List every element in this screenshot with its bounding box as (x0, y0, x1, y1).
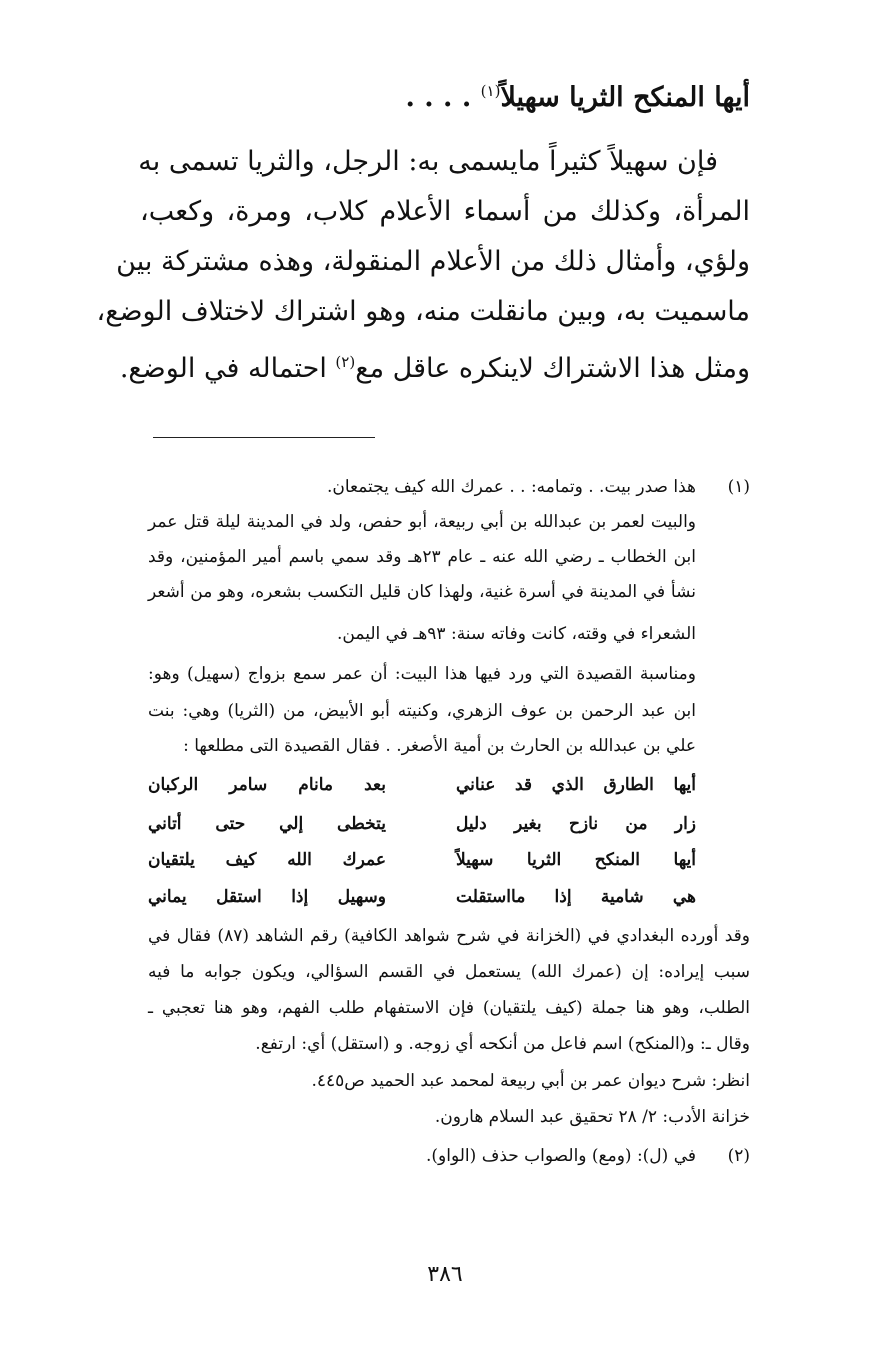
footnote-line: علي بن عبدالله بن الحارث بن أمية الأصغر. . فقال القصيدة التى مطلعها : (183, 736, 696, 756)
body-line-4: ماسميت به، وبين مانقلت منه، وهو اشتراك لاختلاف الوضع، (96, 296, 750, 327)
body-line-3: ولؤي، وأمثال ذلك من الأعلام المنقولة، وهذه مشتركة بين (116, 246, 750, 277)
body-line-5-text: ومثل هذا الاشتراك لاينكره عاقل مع (355, 353, 750, 384)
poem-hemistich: يتخطى إلي حتى أتاني (148, 814, 386, 834)
heading-text: أيها المنكح الثريا سهيلاً (500, 82, 750, 113)
body-note-marker: (٢) (335, 353, 356, 371)
footnote-line: هذا صدر بيت. . وتمامه: . . عمرك الله كيف يجتمعان. (326, 477, 696, 497)
poem-hemistich: هي شامية إذا مااستقلت (456, 887, 696, 907)
poem-hemistich: أيها الطارق الذي قد عناني (456, 775, 696, 795)
footnote-line: والبيت لعمر بن عبدالله بن أبي ربيعة، أبو حفص، ولد في المدينة ليلة قتل عمر (148, 512, 696, 532)
footnote-line: وقال ـ: و(المنكح) اسم فاعل من أنكحه أي زوجه. و (استقل) أي: ارتفع. (255, 1034, 750, 1054)
footnote-line: سبب إيراده: إن (عمرك الله) يستعمل في القسم السؤالي، ويكون جوابه ما فيه (148, 962, 750, 982)
poem-hemistich: أيها المنكح الثريا سهيلاً (456, 850, 696, 870)
body-line-5 (119, 344, 750, 384)
body-line-1: فإن سهيلاً كثيراً مايسمى به: الرجل، والثريا تسمى به (138, 146, 718, 177)
footnote-line: انظر: شرح ديوان عمر بن أبي ربيعة لمحمد عبد الحميد ص٤٤٥. (311, 1071, 750, 1091)
verse-heading (405, 82, 750, 113)
body-line-5-end: احتماله في الوضع. (119, 353, 336, 384)
poem-hemistich: عمرك الله كيف يلتقيان (148, 850, 386, 870)
heading-dots: . . . . (405, 82, 481, 113)
footnote-line: الطلب، وهو هنا جملة (كيف يلتقيان) فإن الاستفهام طلب الفهم، وهو هنا تعجبي ـ (148, 998, 750, 1018)
heading-note-marker: (١) (480, 82, 501, 100)
footnote-line: الشعراء في وقته، كانت وفاته سنة: ٩٣هـ في اليمن. (337, 624, 696, 644)
poem-hemistich: زار من نازح بغير دليل (456, 814, 696, 834)
poem-hemistich: وسهيل إذا استقل يماني (148, 887, 386, 907)
footnote-line: ابن عبد الرحمن بن عوف الزهري، وكنيته أبو الأبيض، من (الثريا) وهي: بنت (148, 701, 696, 721)
poem-hemistich: بعد مانام سامر الركبان (148, 775, 386, 795)
footnote-line: خزانة الأدب: ٢/ ٢٨ تحقيق عبد السلام هارون. (434, 1107, 750, 1127)
footnote-number-1: (١) (727, 477, 750, 497)
page-number: ٣٨٦ (427, 1262, 463, 1287)
footnote-line: في (ل): (ومع) والصواب حذف (الواو). (426, 1146, 696, 1166)
footnote-line: ابن الخطاب ـ رضي الله عنه ـ عام ٢٣هـ وقد سمي باسم أمير المؤمنين، وقد (148, 547, 696, 567)
body-line-2: المرأة، وكذلك من أسماء الأعلام كلاب، ومرة، وكعب، (140, 196, 750, 227)
footnote-line: ومناسبة القصيدة التي ورد فيها هذا البيت: أن عمر سمع بزواج (سهيل) وهو: (148, 664, 696, 684)
footnote-line: وقد أورده البغدادي في (الخزانة في شرح شواهد الكافية) رقم الشاهد (٨٧) فقال في (148, 926, 750, 946)
footnote-line: نشأ في المدينة في أسرة غنية، ولهذا كان قليل التكسب بشعره، وهو من أشعر (148, 582, 696, 602)
footnote-number-2: (٢) (727, 1146, 750, 1166)
footnote-separator (153, 437, 375, 438)
